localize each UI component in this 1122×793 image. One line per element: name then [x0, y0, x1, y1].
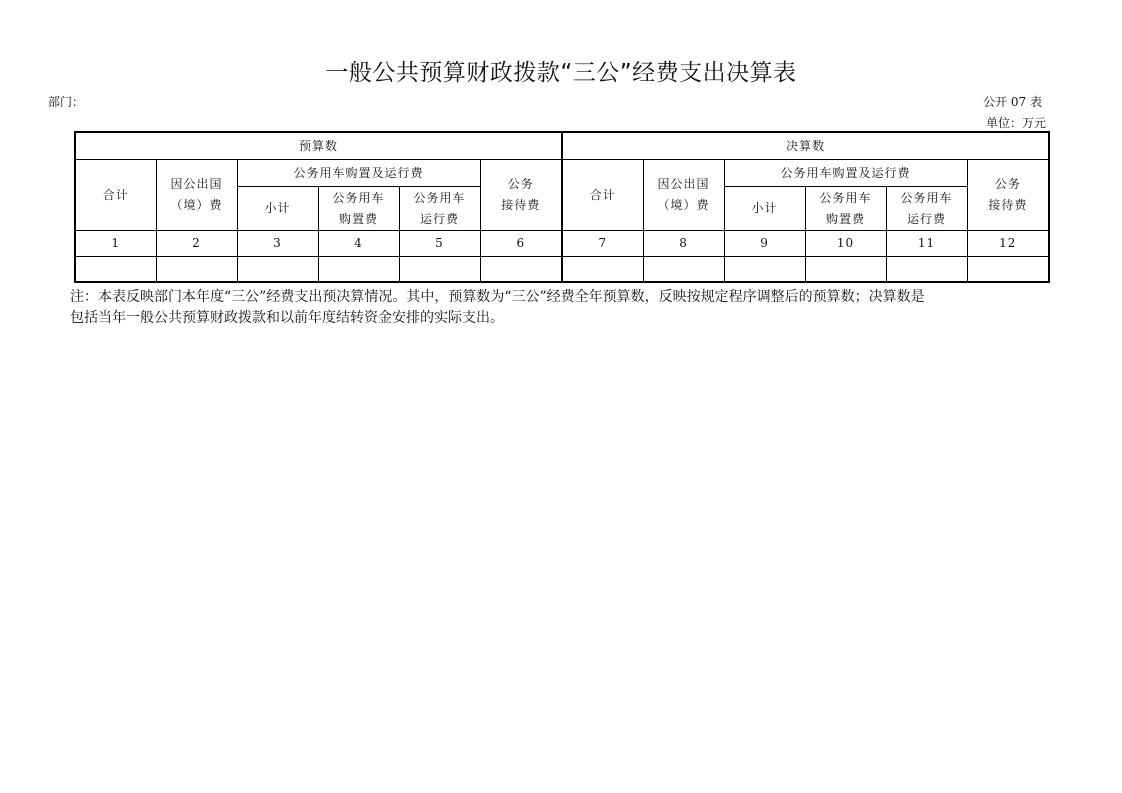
table-row	[75, 257, 1049, 283]
final-header: 决算数	[562, 132, 1049, 160]
budget-operation-header	[399, 187, 480, 231]
budget-purchase-header	[318, 187, 399, 231]
column-number-cell: 8	[643, 231, 724, 257]
data-cell	[643, 257, 724, 283]
budget-abroad-line1: 因公出国	[170, 177, 223, 191]
final-vehicle-group-header: 公务用车购置及运行费	[724, 160, 967, 187]
column-number-cell: 3	[237, 231, 318, 257]
expenditure-table	[74, 131, 1050, 283]
budget-reception-line2: 接待费	[501, 198, 541, 212]
data-cell	[805, 257, 886, 283]
data-cell	[318, 257, 399, 283]
budget-purchase-line2: 购置费	[338, 211, 378, 226]
final-abroad-header	[643, 160, 724, 231]
budget-total-header: 合计	[75, 160, 156, 231]
budget-reception-header	[480, 160, 562, 231]
data-cell	[724, 257, 805, 283]
column-number-cell: 5	[399, 231, 480, 257]
final-reception-line1: 公务	[994, 177, 1021, 191]
data-cell	[480, 257, 562, 283]
column-number-cell: 1	[75, 231, 156, 257]
budget-reception-line1: 公务	[507, 177, 534, 191]
data-cell	[399, 257, 480, 283]
final-abroad-line1: 因公出国	[657, 177, 710, 191]
column-number-cell: 6	[480, 231, 562, 257]
data-cell	[156, 257, 237, 283]
form-number: 公开 07 表	[983, 95, 1042, 109]
column-number-cell: 11	[886, 231, 967, 257]
final-reception-header	[967, 160, 1049, 231]
budget-subtotal-header: 小计	[237, 187, 318, 231]
final-purchase-line2: 购置费	[826, 211, 866, 226]
column-number-cell: 7	[562, 231, 643, 257]
note-line-2: 包括当年一般公共预算财政拨款和以前年度结转资金安排的实际支出。	[70, 310, 504, 326]
final-reception-line2: 接待费	[988, 198, 1028, 212]
budget-purchase-line1: 公务用车	[332, 190, 385, 205]
page-title: 一般公共预算财政拨款“三公”经费支出决算表	[325, 60, 797, 86]
budget-operation-line2: 运行费	[419, 211, 459, 226]
unit-label: 单位：万元	[985, 116, 1046, 130]
budget-header: 预算数	[75, 132, 562, 160]
data-cell	[237, 257, 318, 283]
table-note	[70, 287, 1080, 329]
note-line-1: 注：本表反映部门本年度“三公”经费支出预决算情况。其中，预算数为“三公”经费全年预算数，反映按规定程序调整后的预算数；决算数是	[70, 289, 925, 305]
final-operation-line2: 运行费	[907, 211, 947, 226]
column-number-cell: 9	[724, 231, 805, 257]
column-number-cell: 10	[805, 231, 886, 257]
final-operation-header	[886, 187, 967, 231]
final-operation-line1: 公务用车	[900, 190, 953, 205]
final-subtotal-header: 小计	[724, 187, 805, 231]
final-purchase-header	[805, 187, 886, 231]
final-abroad-line2: （境）费	[657, 198, 710, 212]
data-cell	[886, 257, 967, 283]
budget-abroad-header	[156, 160, 237, 231]
column-number-cell: 4	[318, 231, 399, 257]
column-number-row	[75, 231, 1049, 257]
budget-vehicle-group-header: 公务用车购置及运行费	[237, 160, 480, 187]
budget-abroad-line2: （境）费	[170, 198, 223, 212]
column-number-cell: 12	[967, 231, 1049, 257]
budget-operation-line1: 公务用车	[413, 190, 466, 205]
final-total-header: 合计	[562, 160, 643, 231]
data-cell	[562, 257, 643, 283]
department-label: 部门：	[48, 95, 85, 109]
data-cell	[75, 257, 156, 283]
final-purchase-line1: 公务用车	[819, 190, 872, 205]
column-number-cell: 2	[156, 231, 237, 257]
data-cell	[967, 257, 1049, 283]
